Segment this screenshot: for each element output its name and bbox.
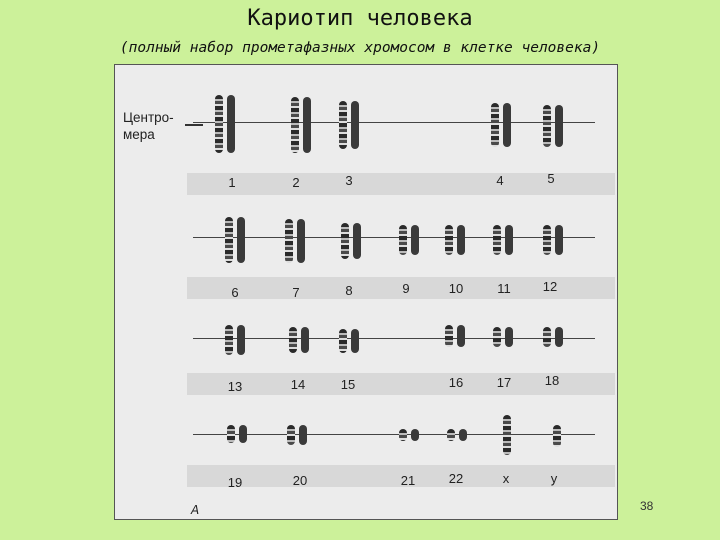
chromosome-number-19: 19 (227, 475, 243, 490)
centromere-line (193, 122, 595, 123)
karyotype-figure (114, 64, 618, 520)
chromosome-3 (339, 101, 347, 149)
chromosome-14 (289, 327, 297, 353)
chromosome-8 (341, 223, 349, 259)
chromosome-number-20: 20 (292, 473, 308, 488)
page-number: 38 (640, 499, 654, 513)
centromere-arrow (185, 124, 203, 126)
chromosome-x (503, 415, 511, 455)
chromosome-number-15: 15 (340, 377, 356, 392)
chromosome-number-21: 21 (400, 473, 416, 488)
chromosome-number-11: 11 (497, 281, 511, 296)
chromosome-11 (493, 225, 501, 255)
chromosome-number-1: 1 (228, 175, 236, 190)
chromosome-15 (339, 329, 347, 353)
chromosome-4 (491, 103, 499, 147)
chromosome-number-22: 22 (448, 471, 464, 486)
chromosome-label-y: y (550, 471, 558, 486)
chromosome-number-10: 10 (448, 281, 464, 296)
chromosome-number-9: 9 (402, 281, 410, 296)
slide-title: Кариотип человека (247, 6, 473, 31)
slide-subtitle: (полный набор прометафазных хромосом в клетке человека) (119, 40, 601, 56)
chromosome-18 (543, 327, 551, 347)
chromosome-number-16: 16 (448, 375, 464, 390)
chromosome-number-18: 18 (544, 373, 560, 388)
centromere-line (193, 434, 595, 435)
chromosome-20 (287, 425, 295, 445)
centromere-label-text: Центро- мера (123, 110, 174, 142)
chromosome-5 (543, 105, 551, 147)
chromosome-12 (543, 225, 551, 255)
chromosome-number-4: 4 (496, 173, 504, 188)
chromosome-7 (285, 219, 293, 263)
chromosome-6 (225, 217, 233, 263)
chromosome-16 (445, 325, 453, 347)
chromosome-label-x: x (502, 471, 510, 486)
chromosome-19 (227, 425, 235, 443)
chromosome-y (553, 425, 561, 447)
chromosome-22 (447, 429, 455, 441)
chromosome-number-6: 6 (231, 285, 239, 300)
chromosome-number-3: 3 (345, 173, 353, 188)
chromosome-number-5: 5 (547, 171, 555, 186)
chromosome-number-8: 8 (345, 283, 353, 298)
chromosome-number-12: 12 (542, 279, 558, 294)
chromosome-number-2: 2 (292, 175, 300, 190)
chromosome-2 (291, 97, 299, 153)
centromere-label (123, 109, 174, 143)
chromosome-10 (445, 225, 453, 255)
panel-letter: A (191, 503, 200, 517)
chromosome-13 (225, 325, 233, 355)
centromere-line (193, 237, 595, 238)
chromosome-number-14: 14 (290, 377, 306, 392)
centromere-line (193, 338, 595, 339)
chromosome-17 (493, 327, 501, 347)
chromosome-21 (399, 429, 407, 441)
chromosome-number-7: 7 (292, 285, 300, 300)
chromosome-number-17: 17 (496, 375, 512, 390)
chromosome-number-13: 13 (227, 379, 243, 394)
chromosome-1 (215, 95, 223, 153)
chromosome-9 (399, 225, 407, 255)
